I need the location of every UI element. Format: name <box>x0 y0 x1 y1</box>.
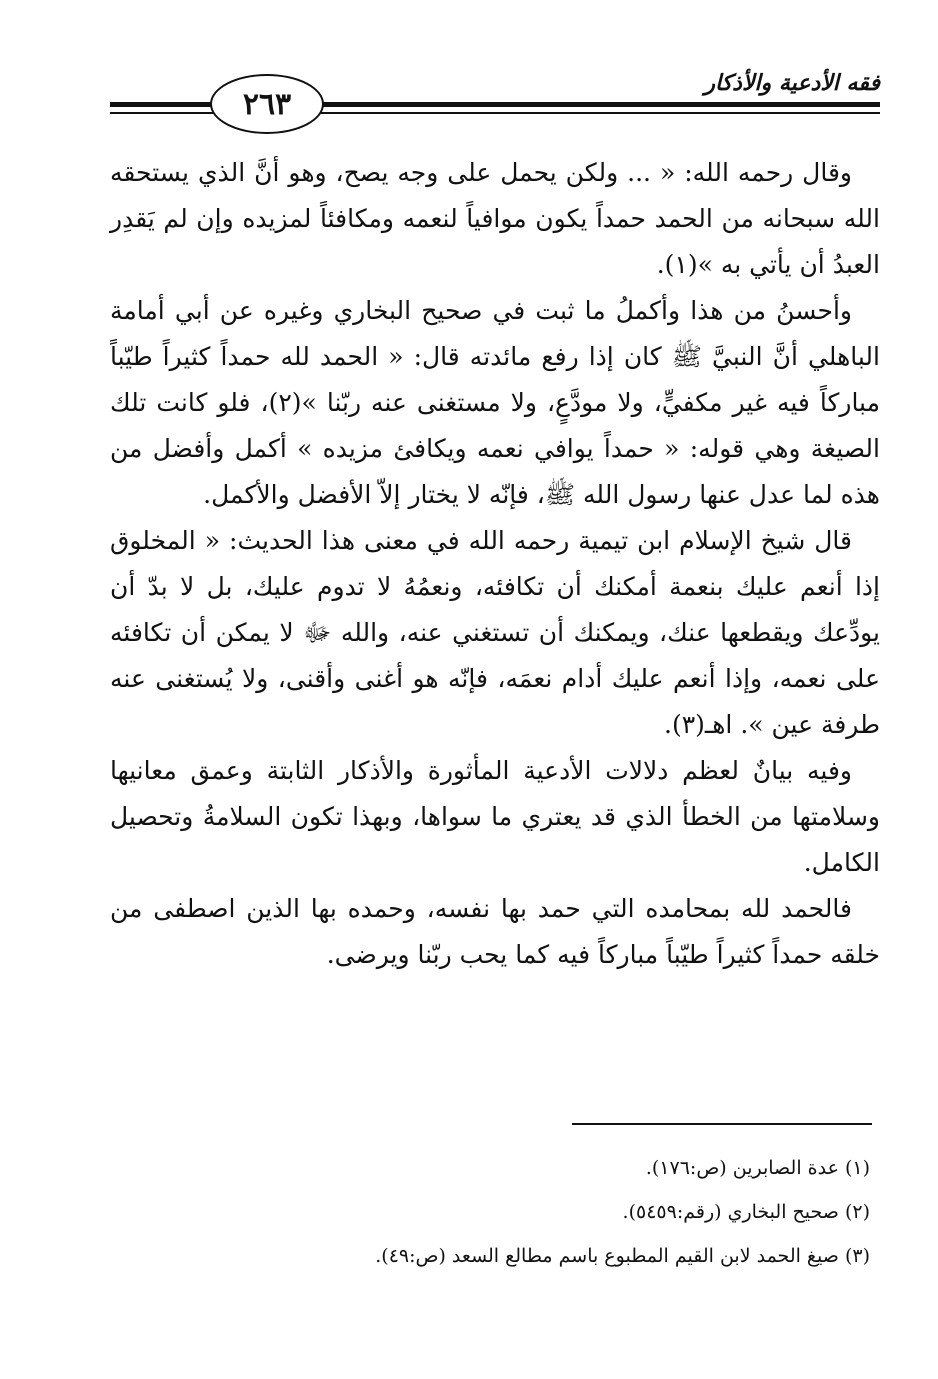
running-title: فقه الأدعية والأذكار <box>704 70 880 96</box>
footnote: (٢) صحيح البخاري (رقم:٥٤٥٩). <box>622 1201 870 1223</box>
main-text <box>110 150 880 978</box>
footnote-separator <box>572 1123 872 1125</box>
paragraph: وفيه بيانٌ لعظم دلالات الأدعية المأثورة والأذكار الثابتة وعمق معانيها وسلامتها من الخطأ الذي قد يعتري ما سواها، وبهذا تكون السلامةُ وتحصيل الكامل. <box>110 756 880 877</box>
page-header <box>110 60 880 150</box>
footnotes <box>110 1146 870 1278</box>
page-number: ٢٦٣ <box>242 86 292 122</box>
page-number-badge <box>210 74 324 134</box>
paragraph: قال شيخ الإسلام ابن تيمية رحمه الله في معنى هذا الحديث: « المخلوق إذا أنعم عليك بنعمة أمكنك أن تكافئه، ونعمُهُ لا تدوم عليك، بل لا بدّ أن يودِّعك ويقطعها عنك، ويمكنك أن تستغني عنه، والله ﷻ لا يمكن أن تكافئه على نعمه، وإذا أنعم عليك أدام نعمَه، فإنّه هو أغنى وأقنى، ولا يُستغنى عنه طرفة عين ». اهـ(٣). <box>110 526 880 739</box>
paragraph: فالحمد لله بمحامده التي حمد بها نفسه، وحمده بها الذين اصطفى من خلقه حمداً كثيراً طيّباً مباركاً فيه كما يحب ربّنا ويرضى. <box>110 894 880 969</box>
footnote: (١) عدة الصابرين (ص:١٧٦). <box>645 1157 870 1179</box>
paragraph: وقال رحمه الله: « ... ولكن يحمل على وجه يصح، وهو أنَّ الذي يستحقه الله سبحانه من الحمد حمداً يكون موافياً لنعمه ومكافئاً لمزيده وإن لم يَقدِر العبدُ أن يأتي به »(١). <box>110 158 880 279</box>
footnote: (٣) صيغ الحمد لابن القيم المطبوع باسم مطالع السعد (ص:٤٩). <box>375 1245 870 1267</box>
paragraph: وأحسنُ من هذا وأكملُ ما ثبت في صحيح البخاري وغيره عن أبي أمامة الباهلي أنَّ النبيَّ ﷺ كان إذا رفع مائدته قال: « الحمد لله حمداً كثيراً طيّباً مباركاً فيه غير مكفيٍّ، ولا مودَّعٍ، ولا مستغنى عنه ربّنا »(٢)، فلو كانت تلك الصيغة وهي قوله: « حمداً يوافي نعمه ويكافئ مزيده » أكمل وأفضل من هذه لما عدل عنها رسول الله ﷺ، فإنّه لا يختار إلاّ الأفضل والأكمل. <box>110 296 880 509</box>
